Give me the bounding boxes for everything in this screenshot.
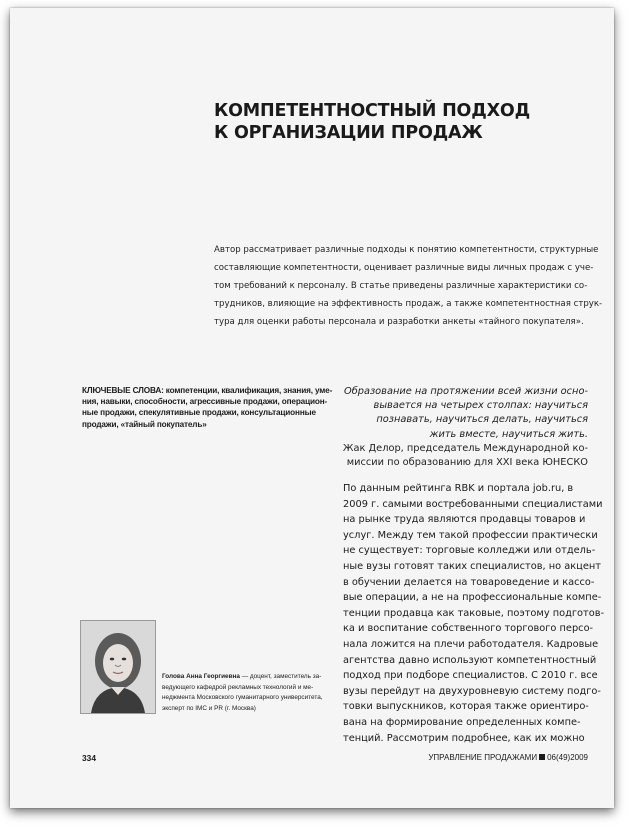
body-line: нала ложится на плечи работодателя. Кадровые	[343, 638, 599, 650]
body-line: ка и воспитание собственного торгового персо-	[343, 623, 594, 635]
epigraph-attribution-line: Жак Делор, председатель Международной ко-	[342, 442, 588, 454]
body-line: на рынке труда являются продавцы товаров и	[343, 514, 586, 526]
article-title	[214, 100, 530, 144]
keywords-line: КЛЮЧЕВЫЕ СЛОВА: компетенции, квалификация, знания, уме-	[82, 386, 333, 395]
author-name: Голова Анна Георгиевна	[162, 673, 240, 680]
body-line: вые операции, а не на профессиональные компе-	[343, 592, 602, 604]
abstract-line: тура для оценки работы персонала и разработки анкеты «тайного покупателя».	[214, 317, 584, 327]
keywords-line: ния, навыки, способности, агрессивные продажи, операцион-	[82, 397, 328, 407]
article-abstract	[214, 241, 603, 331]
body-line: в обучении делается на товароведение и кассо-	[343, 576, 595, 588]
body-line: не существует: торговые колледжи или отдель-	[343, 545, 596, 557]
author-description-line: — доцент, заместитель за-	[239, 673, 322, 680]
body-line: 2009 г. самыми востребованными специалистами	[343, 498, 603, 510]
title-line-1: КОМПЕТЕНТНОСТНЫЙ ПОДХОД	[214, 101, 530, 121]
body-line: По данным рейтинга RBK и портала job.ru, в	[343, 483, 574, 494]
body-line: тенций. Рассмотрим подробнее, как их можно	[343, 732, 585, 744]
author-portrait-icon	[81, 621, 155, 713]
epigraph-attribution-line: миссии по образованию для XXI века ЮНЕСКО	[346, 457, 588, 469]
author-description-line: ведующего кафедрой рекламных технологий и ме-	[162, 683, 314, 691]
page-number: 334	[82, 753, 96, 763]
keywords-block	[82, 385, 332, 430]
author-caption	[162, 672, 332, 714]
author-photo	[80, 620, 156, 714]
journal-page	[10, 8, 614, 808]
abstract-line: том требований к персоналу. В статье приведены различные характеристики со-	[214, 281, 588, 291]
journal-footer	[428, 753, 588, 762]
square-bullet-icon	[539, 754, 545, 760]
author-description-line: неджмента Московского гуманитарного университета,	[162, 694, 323, 702]
author-description-line: эксперт по IMC и PR (г. Москва)	[162, 704, 256, 712]
keywords-line: продажи, «тайный покупатель»	[82, 419, 207, 429]
abstract-line: Автор рассматривает различные подходы к понятию компетентности, структурные	[214, 245, 599, 255]
epigraph	[308, 385, 588, 470]
body-line: подход при подборе специалистов. С 2010 г. все	[343, 670, 598, 682]
body-line: вана на формирование определенных компе-	[343, 716, 581, 728]
abstract-line: составляющие компетентности, оценивает различные виды личных продаж с уче-	[214, 263, 594, 273]
body-line: вузы перейдут на двухуровневую систему подго-	[343, 685, 601, 697]
epigraph-quote-line: Образование на протяжении всей жизни осно-	[344, 386, 588, 397]
journal-issue: 06(49)2009	[547, 753, 588, 762]
epigraph-quote-line: вывается на четырех столпах: научиться	[373, 400, 588, 412]
body-line: тенции продавца как таковые, поэтому подготов-	[343, 607, 605, 619]
body-line: агентства давно используют компетентностный	[343, 654, 597, 666]
keywords-line: ные продажи, спекулятивные продажи, консультационные	[82, 408, 316, 418]
journal-name: УПРАВЛЕНИЕ ПРОДАЖАМИ	[428, 753, 538, 762]
title-line-2: К ОРГАНИЗАЦИИ ПРОДАЖ	[214, 123, 483, 143]
body-line: услуг. Между тем такой профессии практически	[343, 529, 598, 541]
abstract-line: трудников, влияющие на эффективность продаж, а также компетентностная струк-	[214, 299, 603, 309]
body-line: товки выпускников, которая также ориентиро-	[343, 701, 589, 713]
body-line: ные вузы готовят таких специалистов, но акцент	[343, 560, 601, 572]
epigraph-quote-line: познавать, научиться делать, научиться	[376, 414, 588, 426]
epigraph-quote-line: жить вместе, научиться жить.	[429, 428, 588, 440]
article-body	[343, 481, 605, 746]
